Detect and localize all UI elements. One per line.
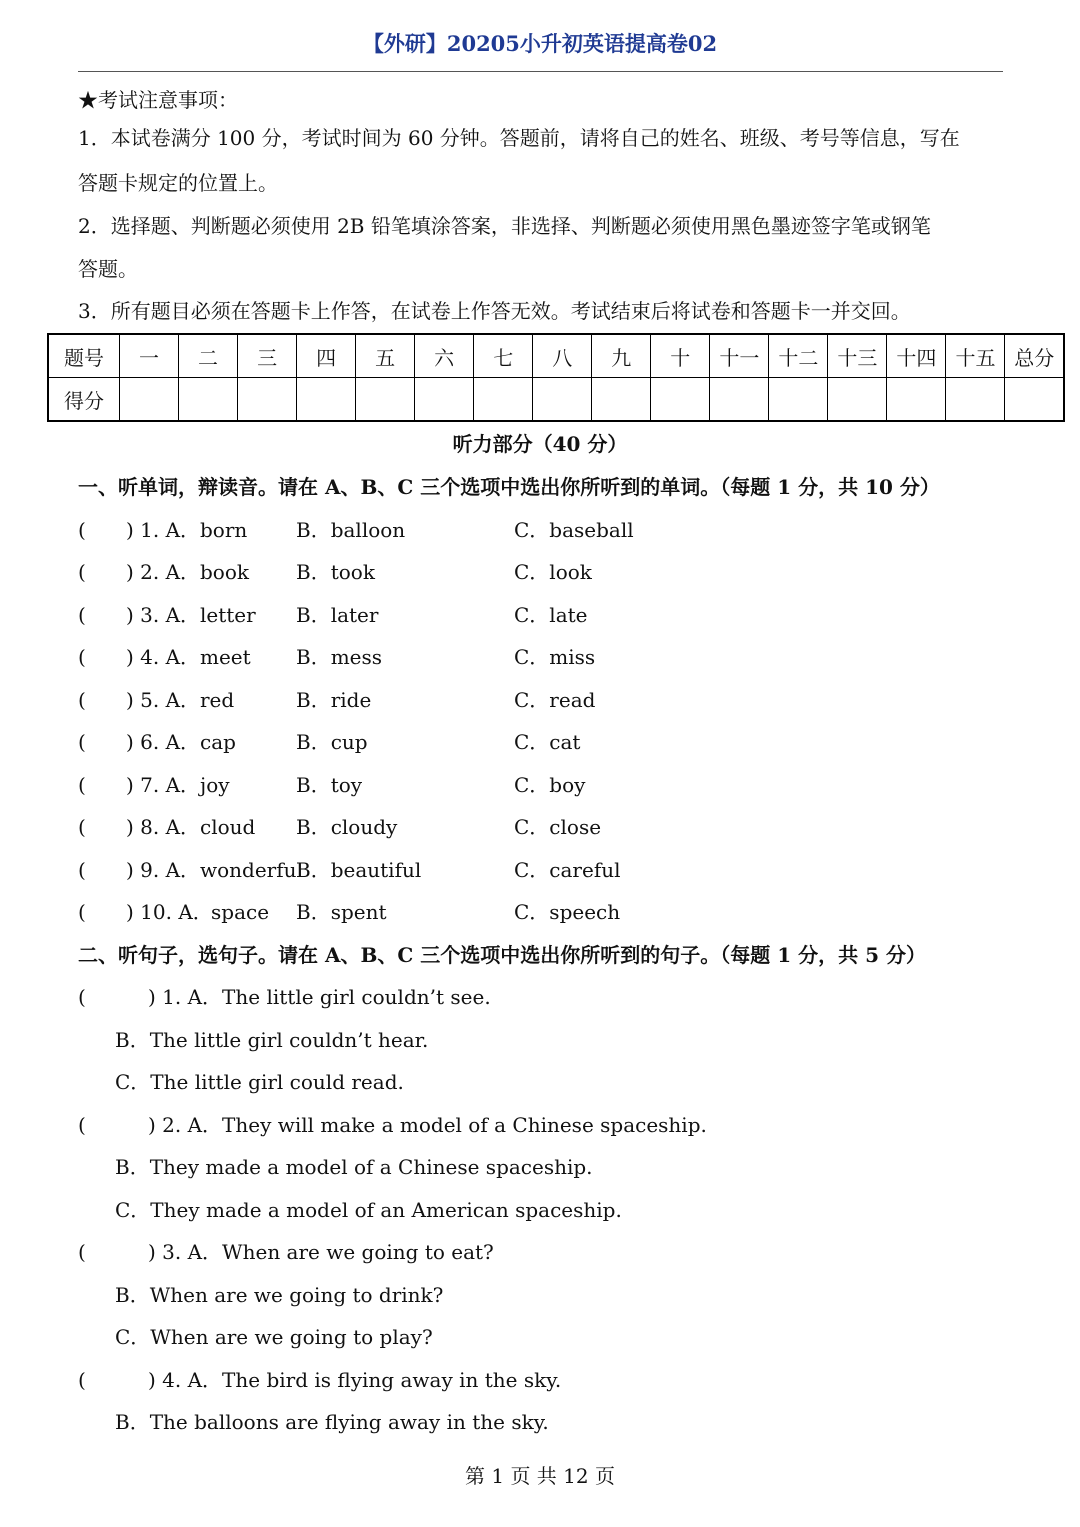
- col-13: 十三: [828, 334, 887, 378]
- q3-option-c: C．When are we going to play?: [115, 1325, 433, 1349]
- option-c: C．close: [514, 815, 602, 839]
- option-a: wonderful: [200, 858, 303, 882]
- answer-paren: (: [78, 688, 86, 712]
- option-b: B．mess: [296, 645, 383, 669]
- option-c: C．look: [514, 560, 592, 584]
- answer-paren: (: [78, 603, 86, 627]
- question-number: ) 4. A．: [126, 645, 201, 669]
- col-2: 二: [179, 334, 238, 378]
- answer-paren: (: [78, 900, 86, 924]
- option-a: cloud: [200, 815, 256, 839]
- q2-option-c: C．They made a model of an American spaceship.: [115, 1198, 622, 1222]
- answer-paren: (: [78, 1113, 86, 1137]
- option-b: B．ride: [296, 688, 372, 712]
- option-c: C．baseball: [514, 518, 634, 542]
- score-cell: [297, 378, 356, 422]
- notice-item-2: 2．选择题、判断题必须使用 2B 铅笔填涂答案，非选择、判断题必须使用黑色墨迹签字笔或钢笔: [78, 214, 931, 238]
- listening-title: 听力部分（40 分）: [452, 432, 628, 456]
- notice-item-2-cont: 答题。: [78, 257, 138, 281]
- answer-paren: (: [78, 858, 86, 882]
- col-7: 七: [474, 334, 533, 378]
- q3-option-b: B．When are we going to drink?: [115, 1283, 444, 1307]
- notice-item-1: 1．本试卷满分 100 分，考试时间为 60 分钟。答题前，请将自己的姓名、班级、考号等信息，写在: [78, 126, 960, 150]
- option-a: red: [200, 688, 235, 712]
- col-1: 一: [120, 334, 179, 378]
- option-c: C．speech: [514, 900, 621, 924]
- row-label-question: 题号: [48, 334, 120, 378]
- question-number: ) 3. A．: [126, 603, 201, 627]
- option-b: B．took: [296, 560, 375, 584]
- option-c: C．miss: [514, 645, 596, 669]
- answer-paren: (: [78, 518, 86, 542]
- answer-paren: (: [78, 773, 86, 797]
- part2-heading: 二、听句子，选句子。请在 A、B、C 三个选项中选出你所听到的句子。（每题 1 分，共 5 分）: [78, 943, 926, 967]
- score-table-header-row: [48, 334, 1064, 378]
- answer-paren: (: [78, 560, 86, 584]
- score-cell: [828, 378, 887, 422]
- score-cell: [238, 378, 297, 422]
- score-table: [47, 333, 1065, 422]
- option-a: book: [200, 560, 250, 584]
- option-b: B．cup: [296, 730, 368, 754]
- col-6: 六: [415, 334, 474, 378]
- question-number: ) 7. A．: [126, 773, 201, 797]
- notice-item-3: 3．所有题目必须在答题卡上作答，在试卷上作答无效。考试结束后将试卷和答题卡一并交回。: [78, 299, 911, 323]
- q1-option-a: ) 1. A．The little girl couldn’t see.: [148, 985, 491, 1009]
- question-number: ) 2. A．: [126, 560, 201, 584]
- option-a: letter: [200, 603, 256, 627]
- score-cell: [1005, 378, 1064, 422]
- col-total: 总分: [1005, 334, 1064, 378]
- q2-option-a: ) 2. A．They will make a model of a Chinese spaceship.: [148, 1113, 707, 1137]
- col-4: 四: [297, 334, 356, 378]
- notice-item-1-cont: 答题卡规定的位置上。: [78, 171, 278, 195]
- row-label-score: 得分: [48, 378, 120, 422]
- answer-paren: (: [78, 645, 86, 669]
- score-cell: [533, 378, 592, 422]
- answer-paren: (: [78, 730, 86, 754]
- col-12: 十二: [769, 334, 828, 378]
- option-c: C．boy: [514, 773, 586, 797]
- option-c: C．read: [514, 688, 596, 712]
- option-a: joy: [200, 773, 230, 797]
- answer-paren: (: [78, 1368, 86, 1392]
- score-cell: [946, 378, 1005, 422]
- option-c: C．late: [514, 603, 588, 627]
- question-number: ) 6. A．: [126, 730, 201, 754]
- option-a: space: [211, 900, 270, 924]
- notice-heading: ★考试注意事项：: [78, 88, 238, 112]
- option-b: B．balloon: [296, 518, 406, 542]
- question-number: ) 9. A．: [126, 858, 201, 882]
- option-b: B．cloudy: [296, 815, 398, 839]
- score-cell: [887, 378, 946, 422]
- score-table-score-row: [48, 378, 1064, 422]
- score-cell: [356, 378, 415, 422]
- q2-option-b: B．They made a model of a Chinese spaceship.: [115, 1155, 593, 1179]
- col-8: 八: [533, 334, 592, 378]
- header-divider: [78, 71, 1003, 72]
- score-cell: [710, 378, 769, 422]
- score-cell: [474, 378, 533, 422]
- col-5: 五: [356, 334, 415, 378]
- q1-option-b: B．The little girl couldn’t hear.: [115, 1028, 429, 1052]
- question-number: ) 5. A．: [126, 688, 201, 712]
- question-number: ) 8. A．: [126, 815, 201, 839]
- q1-option-c: C．The little girl could read.: [115, 1070, 404, 1094]
- col-9: 九: [592, 334, 651, 378]
- option-b: B．beautiful: [296, 858, 422, 882]
- score-cell: [769, 378, 828, 422]
- col-14: 十四: [887, 334, 946, 378]
- question-number: ) 1. A．: [126, 518, 201, 542]
- option-c: C．cat: [514, 730, 581, 754]
- col-3: 三: [238, 334, 297, 378]
- col-15: 十五: [946, 334, 1005, 378]
- part1-heading: 一、听单词，辩读音。请在 A、B、C 三个选项中选出你所听到的单词。（每题 1 分，共 10 分）: [78, 475, 940, 499]
- score-cell: [415, 378, 474, 422]
- question-number: ) 10. A．: [126, 900, 213, 924]
- score-cell: [651, 378, 710, 422]
- page-footer: 第 1 页 共 12 页: [465, 1464, 615, 1488]
- score-cell: [120, 378, 179, 422]
- score-cell: [592, 378, 651, 422]
- answer-paren: (: [78, 815, 86, 839]
- col-10: 十: [651, 334, 710, 378]
- option-b: B．toy: [296, 773, 363, 797]
- q3-option-a: ) 3. A．When are we going to eat?: [148, 1240, 494, 1264]
- answer-paren: (: [78, 985, 86, 1009]
- score-cell: [179, 378, 238, 422]
- col-11: 十一: [710, 334, 769, 378]
- option-b: B．spent: [296, 900, 387, 924]
- option-a: born: [200, 518, 248, 542]
- q4-option-a: ) 4. A．The bird is flying away in the sky.: [148, 1368, 562, 1392]
- q4-option-b: B．The balloons are flying away in the sky.: [115, 1410, 549, 1434]
- option-c: C．careful: [514, 858, 621, 882]
- page-header-title: 【外研】20205小升初英语提高卷02: [362, 31, 718, 56]
- option-b: B．later: [296, 603, 379, 627]
- answer-paren: (: [78, 1240, 86, 1264]
- option-a: cap: [200, 730, 236, 754]
- option-a: meet: [200, 645, 251, 669]
